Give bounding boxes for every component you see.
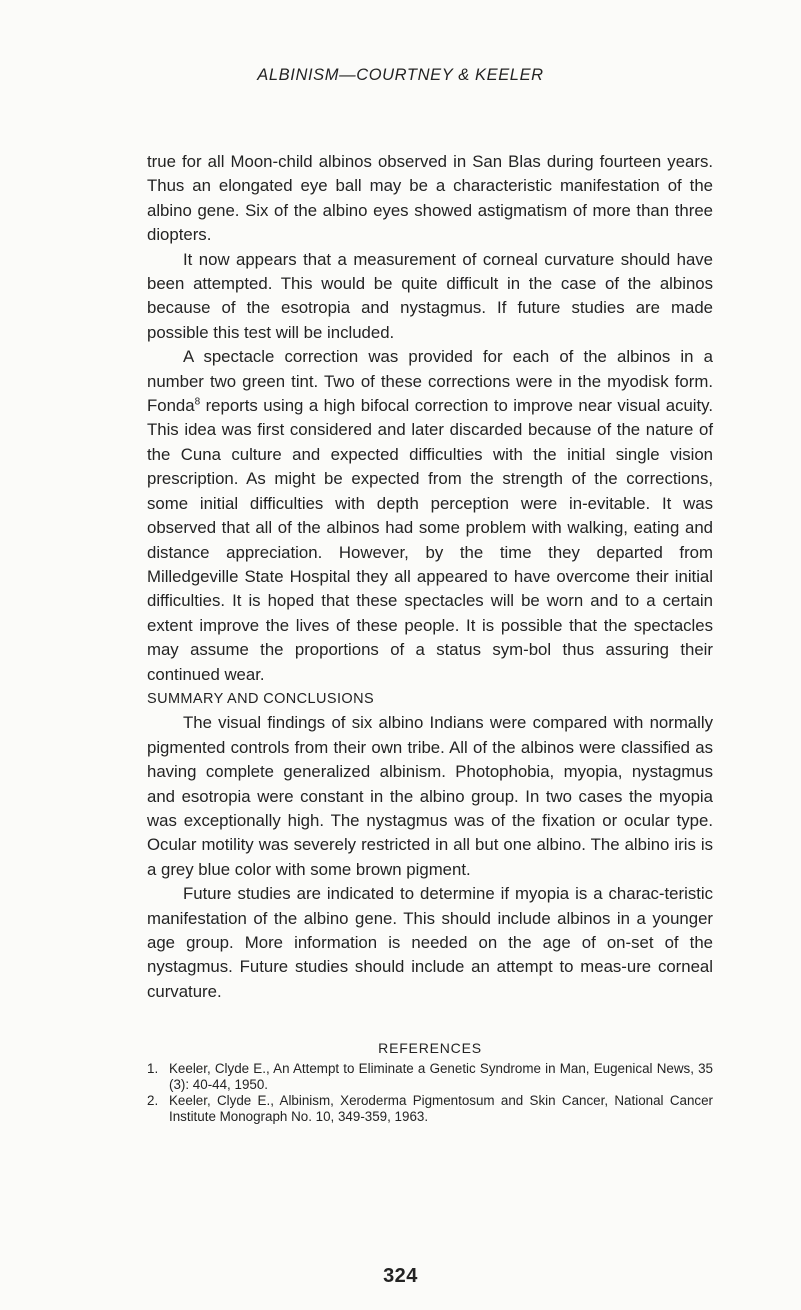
article-body (147, 150, 713, 1004)
paragraph-1: true for all Moon-child albinos observed in San Blas during fourteen years. Thus an elongated eye ball may be a characteristic manifestation of the albino gene. Six of the albino eyes showed astigmatism of more than three diopters. (147, 152, 713, 245)
reference-item (147, 1093, 713, 1125)
reference-text: Keeler, Clyde E., An Attempt to Eliminate a Genetic Syndrome in Man, Eugenical News, 35 (3): 40-44, 1950. (169, 1061, 713, 1092)
paragraph-3-after-citation: reports using a high bifocal correction to improve near visual acuity. This idea was first considered and later discarded because of the nature of the Cuna culture and expected difficulties with the initial single vision prescription. As might be expected from the strength of the corrections, some initial difficulties with depth perception were in-evitable. It was observed that all of the albinos had some problem with walking, eating and distance appreciation. However, by the time they departed from Milledgeville State Hospital they all appeared to have overcome their initial difficulties. It is hoped that these spectacles will be worn and to a certain extent improve the lives of these people. It is possible that the spectacles may assume the proportions of a status sym-bol thus assuring their continued wear. (147, 396, 713, 684)
reference-number: 1. (147, 1061, 159, 1076)
reference-item (147, 1061, 713, 1093)
paragraph-3-before-citation: A spectacle correction was provided for each of the albinos in a number two green tint. Two of these corrections were in the myodisk form. Fonda (147, 347, 713, 416)
paragraph-3 (147, 345, 713, 687)
references-heading: REFERENCES (378, 1040, 482, 1056)
page-number: 324 (383, 1265, 418, 1287)
paragraph-5: Future studies are indicated to determine if myopia is a charac-teristic manifestation of the albino gene. This should include albinos in a younger age group. More information is needed on the age of on-set of the nystagmus. Future studies should include an attempt to meas-ure corneal curvature. (147, 884, 713, 1001)
paragraph-4: The visual findings of six albino Indians were compared with normally pigmented controls from their own tribe. All of the albinos were classified as having complete generalized albinism. Photophobia, myopia, nystagmus and esotropia were constant in the albino group. In two cases the myopia was exceptionally high. The nystagmus was of the fixation or ocular type. Ocular motility was severely restricted in all but one albino. The albino iris is a grey blue color with some brown pigment. (147, 713, 713, 879)
references-section (147, 1040, 713, 1125)
reference-text: Keeler, Clyde E., Albinism, Xeroderma Pigmentosum and Skin Cancer, National Cancer Institute Monograph No. 10, 349-359, 1963. (169, 1093, 713, 1124)
citation-superscript: 8 (194, 396, 201, 408)
running-header: ALBINISM—COURTNEY & KEELER (257, 66, 544, 84)
reference-number: 2. (147, 1093, 159, 1108)
paragraph-2: It now appears that a measurement of corneal curvature should have been attempted. This would be quite difficult in the case of the albinos because of the esotropia and nystagmus. If future studies are made possible this test will be included. (147, 249, 713, 342)
section-heading-summary: SUMMARY AND CONCLUSIONS (147, 690, 375, 707)
